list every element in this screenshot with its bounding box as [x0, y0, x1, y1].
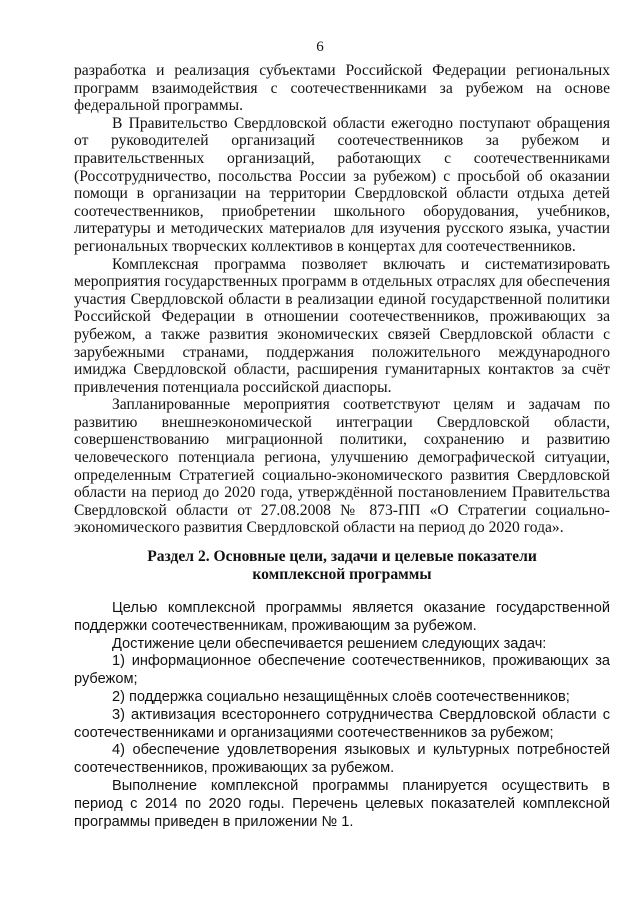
task-item: 2) поддержка социально незащищённых слоёв соотечественников;	[112, 688, 570, 705]
paragraph: Достижение цели обеспечивается решением следующих задач:	[112, 635, 547, 652]
paragraph: разработка и реализация субъектами Российской Федерации региональных программ взаимодействия с соотечественниками за рубежом на основе федеральной программы.	[74, 62, 610, 115]
section-title	[74, 548, 610, 584]
paragraph: Выполнение комплексной программы планируется осуществить в период с 2014 по 2020 годы. Перечень целевых показателей комплексной программы приведен в приложении № 1.	[74, 777, 610, 830]
task-item: 4) обеспечение удовлетворения языковых и культурных потребностей соотечественников, проживающих за рубежом.	[74, 742, 610, 777]
paragraph: Целью комплексной программы является оказание государственной поддержки соотечественникам, проживающим за рубежом.	[74, 600, 610, 634]
section-title-line: Раздел 2. Основные цели, задачи и целевые показатели	[147, 548, 537, 565]
task-item: 3) активизация всестороннего сотрудничества Свердловской области с соотечественниками и организациями соотечественников за рубежом;	[74, 706, 610, 741]
body-text	[74, 62, 610, 537]
section-title-line: комплексной программы	[252, 566, 432, 583]
paragraph: Комплексная программа позволяет включать и систематизировать мероприятия государственных программ в отдельных отраслях для обеспечения участия Свердловской области в реализации единой государственной политики Российской Федерации в отношении соотечественников, проживающих за рубежом, а также развития экономических связей Свердловской области с зарубежными странами, поддержания положительного международного имиджа Свердловской области, расширения гуманитарных контактов за счёт привлечения потенциала российской диаспоры.	[74, 255, 610, 396]
paragraph: В Правительство Свердловской области ежегодно поступают обращения от руководителей организаций соотечественников за рубежом и правительственных организаций, работающих с соотечественниками (Россотрудничество, посольства России за рубежом) с просьбой об оказании помощи в организации на территории Свердловской области отдыха детей соотечественников, приобретении школьного оборудования, учебников, литературы и методических материалов для изучения русского языка, участии региональных творческих коллективов в концертах для соотечественников.	[74, 114, 610, 255]
section-body	[74, 600, 610, 831]
task-item: 1) информационное обеспечение соотечественников, проживающих за рубежом;	[74, 653, 610, 688]
page-number: 6	[316, 39, 324, 55]
paragraph: Запланированные мероприятия соответствуют целям и задачам по развитию внешнеэкономической интеграции Свердловской области, совершенствованию миграционной политики, сохранению и развитию человеческого потенциала региона, улучшению демографической ситуации, определенным Стратегией социально-экономического развития Свердловской области на период до 2020 года, утверждённой постановлением Правительства Свердловской области от 27.08.2008 № 873-ПП «О Стратегии социально-экономического развития Свердловской области на период до 2020 года».	[74, 396, 610, 537]
